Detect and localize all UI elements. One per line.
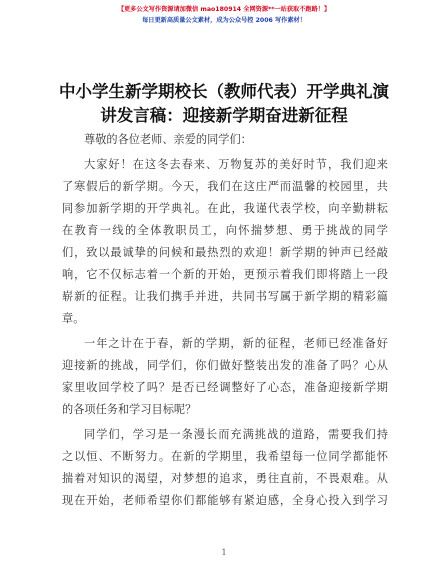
paragraph-line: 崭新的征程。让我们携手并进，共同书写属于新学期的精彩篇 — [62, 290, 388, 303]
paragraph-line: 现在开始，老师希望你们都能够有紧迫感，全身心投入到学习 — [62, 494, 388, 507]
promo-line-1: 【更多公文写作资源请加微信 mao180914 全网资源**一站获取不跑路！】 — [117, 6, 331, 13]
paragraph-line: 一年之计在于春，新的学期，新的征程，老师已经准备好 — [84, 337, 388, 350]
title-line-2: 讲发言稿：迎接新学期奋进新征程 — [100, 106, 348, 125]
greeting: 尊敬的各位老师、亲爱的同学们： — [84, 133, 252, 146]
paragraph-line: 了寒假后的新学期。今天，我们在这庄严而温馨的校园里，共 — [62, 180, 388, 193]
paragraph-line: 的各项任务和学习目标呢？ — [62, 403, 197, 416]
paragraph-line: 家里收回学校了吗？是否已经调整好了心态，准备迎接新学期 — [62, 381, 388, 394]
paragraph-line: 揣着对知识的渴望，对梦想的追求，勇往直前，不畏艰难。从 — [62, 472, 388, 485]
paragraph-line: 们，致以最诚挚的问候和最热烈的欢迎！新学期的钟声已经敲 — [62, 246, 388, 259]
title-line-1: 中小学生新学期校长（教师代表）开学典礼演 — [59, 82, 389, 101]
paragraph-line: 迎接新的挑战，同学们，你们做好整装出发的准备了吗？心从 — [62, 359, 388, 372]
paragraph-line: 响，它不仅标志着一个新的开始，更预示着我们即将踏上一段 — [62, 268, 388, 281]
document-body — [62, 129, 388, 512]
paragraph-3 — [62, 424, 388, 512]
document-title — [40, 80, 408, 128]
paragraph-line: 大家好！在这冬去春来、万物复苏的美好时节，我们迎来 — [84, 158, 388, 171]
paragraph-line: 同参加新学期的开学典礼。在此，我谨代表学校，向辛勤耕耘 — [62, 202, 388, 215]
paragraph-line: 在教育一线的全体教职员工，向怀揣梦想、勇于挑战的同学 — [62, 224, 388, 237]
paragraph-line: 章。 — [62, 312, 85, 325]
paragraph-2 — [62, 333, 388, 421]
promo-line-2: 每日更新高质量公文素材，成为公众号控 2006 写作素材！ — [142, 17, 306, 24]
page-number: 1 — [221, 548, 227, 557]
paragraph-1 — [62, 154, 388, 330]
paragraph-line: 同学们，学习是一条漫长而充满挑战的道路，需要我们持 — [84, 428, 388, 441]
promo-banner — [0, 4, 448, 26]
paragraph-line: 之以恒、不断努力。在新的学期里，我希望每一位同学都能怀 — [62, 450, 388, 463]
